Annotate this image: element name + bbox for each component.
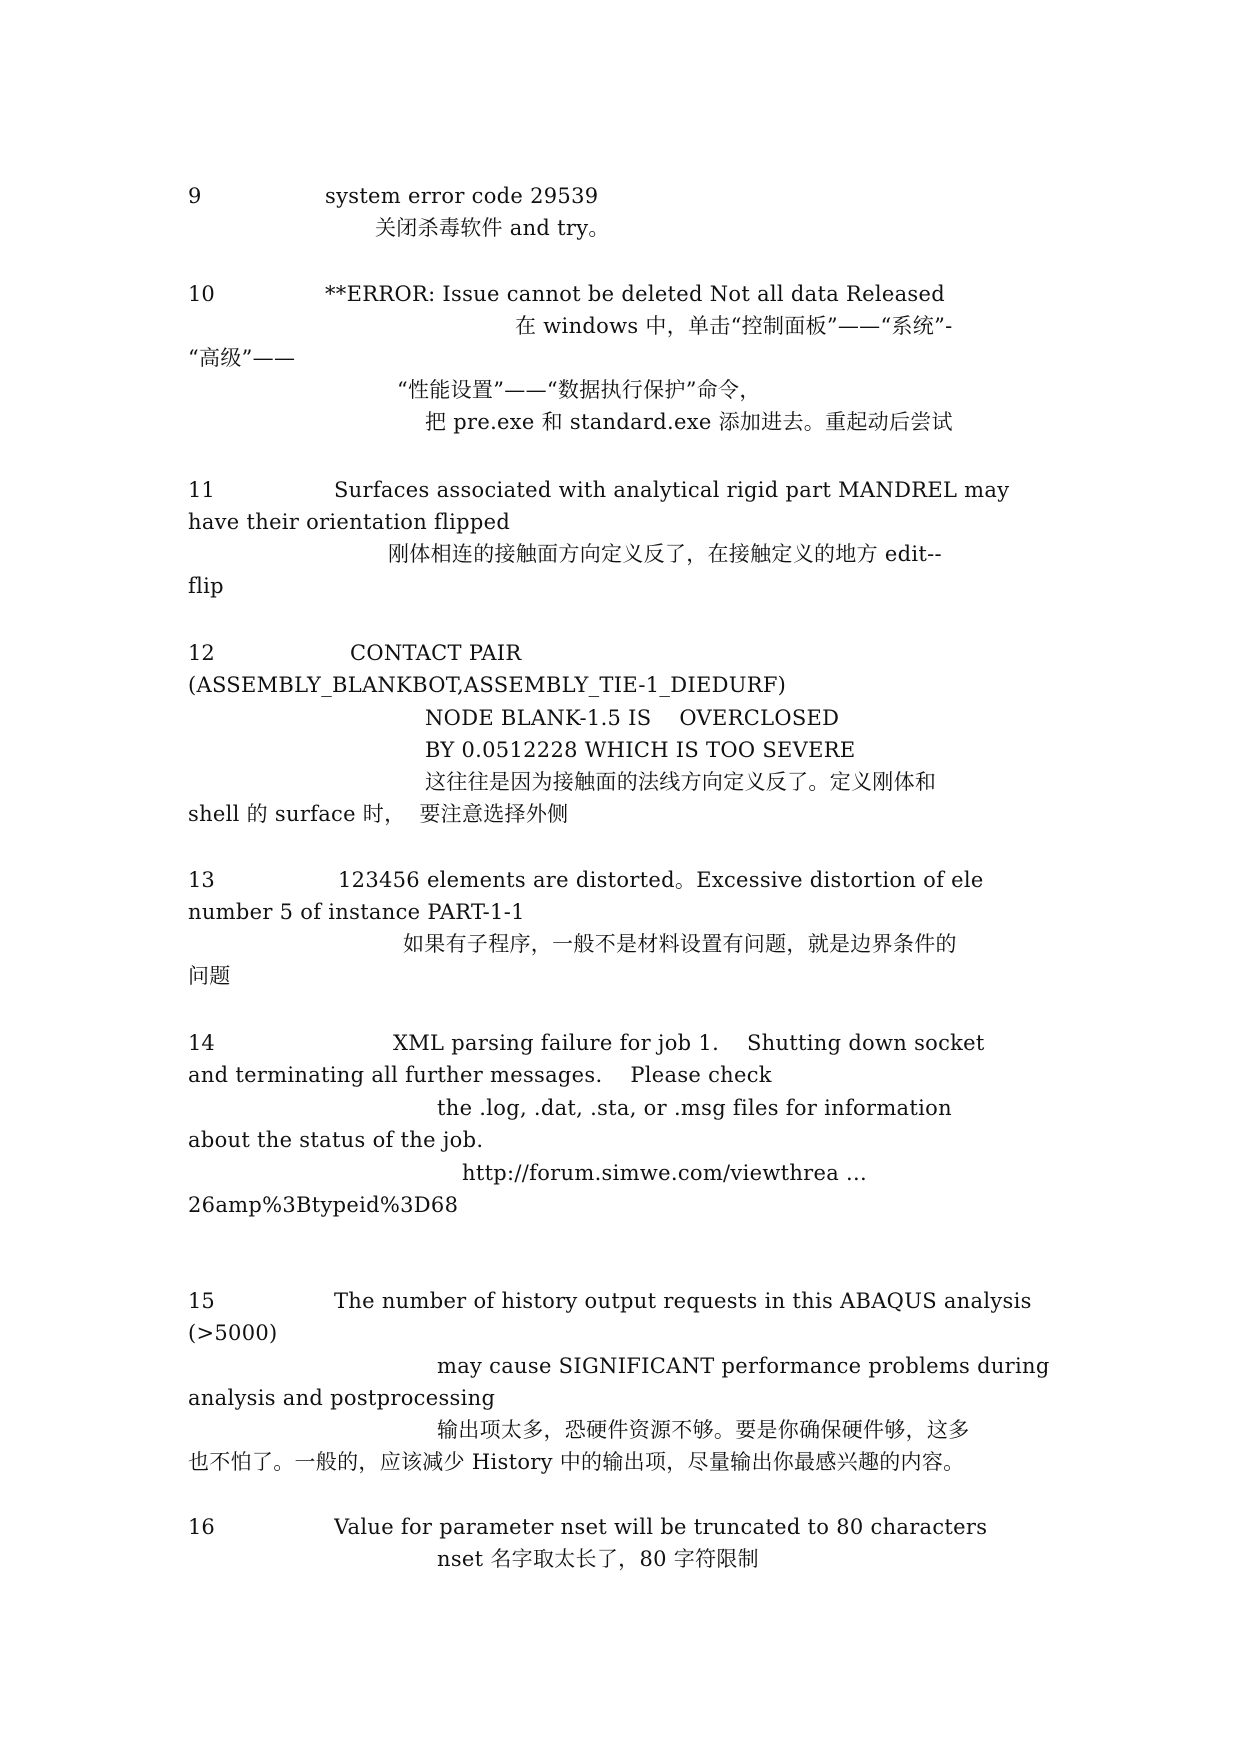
solution-text: nset 名字取太长了，80 字符限制: [437, 1547, 759, 1571]
error-message: Value for parameter nset will be truncated to 80 characters: [334, 1515, 988, 1539]
entry-number: 15: [188, 1289, 215, 1313]
solution-text: “性能设置”——“数据执行保护”命令，: [397, 378, 761, 402]
error-message: have their orientation flipped: [188, 510, 511, 534]
solution-text: 也不怕了。一般的，应该减少 History 中的输出项，尽量输出你最感兴趣的内容。: [188, 1450, 965, 1474]
error-message: system error code 29539: [325, 184, 599, 208]
entry-number: 11: [188, 478, 215, 502]
error-message: the .log, .dat, .sta, or .msg files for information: [437, 1096, 952, 1120]
error-message: and terminating all further messages. Please check: [188, 1063, 772, 1087]
solution-text: 如果有子程序，一般不是材料设置有问题，就是边界条件的: [403, 932, 957, 956]
solution-text: “高级”——: [188, 346, 296, 370]
entry-number: 10: [188, 282, 215, 306]
error-message: about the status of the job.: [188, 1128, 484, 1152]
error-message: may cause SIGNIFICANT performance problems during: [437, 1354, 1050, 1378]
reference-link: 26amp%3Btypeid%3D68: [188, 1193, 459, 1217]
solution-text: 这往往是因为接触面的法线方向定义反了。定义刚体和: [425, 770, 937, 794]
error-message: Surfaces associated with analytical rigid part MANDREL may: [334, 478, 1010, 502]
entry-number: 12: [188, 641, 215, 665]
solution-text: 问题: [188, 964, 231, 988]
solution-text: 关闭杀毒软件 and try。: [375, 216, 610, 240]
error-message: The number of history output requests in this ABAQUS analysis: [334, 1289, 1032, 1313]
entry-number: 14: [188, 1031, 215, 1055]
error-message: BY 0.0512228 WHICH IS TOO SEVERE: [425, 738, 856, 762]
error-message: number 5 of instance PART-1-1: [188, 900, 525, 924]
entry-number: 9: [188, 184, 202, 208]
error-message: analysis and postprocessing: [188, 1386, 496, 1410]
error-message: 123456 elements are distorted。Excessive distortion of ele: [338, 868, 984, 892]
error-message: **ERROR: Issue cannot be deleted Not all data Released: [325, 282, 945, 306]
error-message: (>5000): [188, 1321, 278, 1345]
entry-number: 13: [188, 868, 215, 892]
error-message: (ASSEMBLY_BLANKBOT,ASSEMBLY_TIE-1_DIEDURF): [188, 673, 787, 697]
solution-text: 在 windows 中，单击“控制面板”——“系统”-: [515, 314, 953, 338]
solution-text: 把 pre.exe 和 standard.exe 添加进去。重起动后尝试: [425, 410, 953, 434]
solution-text: 输出项太多，恐硬件资源不够。要是你确保硬件够，这多: [437, 1418, 970, 1442]
solution-text: 刚体相连的接触面方向定义反了，在接触定义的地方 edit--: [388, 542, 942, 566]
error-message: CONTACT PAIR: [350, 641, 522, 665]
reference-link: http://forum.simwe.com/viewthrea ...: [462, 1161, 867, 1185]
solution-text: shell 的 surface 时， 要注意选择外侧: [188, 802, 569, 826]
solution-text: flip: [188, 574, 224, 598]
error-message: NODE BLANK-1.5 IS OVERCLOSED: [425, 706, 840, 730]
error-message: XML parsing failure for job 1. Shutting down socket: [393, 1031, 985, 1055]
entry-number: 16: [188, 1515, 215, 1539]
